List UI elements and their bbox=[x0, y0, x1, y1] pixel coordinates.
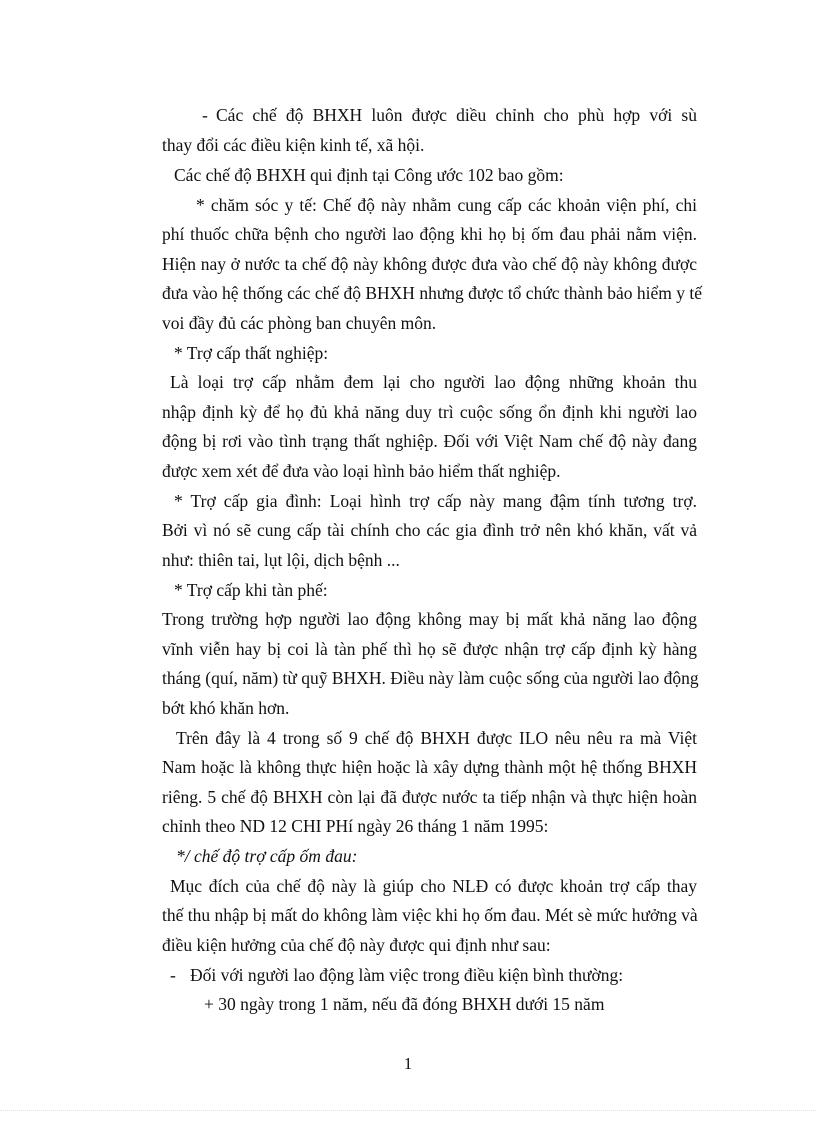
paragraph-line: tháng (quí, năm) từ quỹ BHXH. Điều này làm cuộc sống của người lao động bbox=[162, 668, 699, 688]
paragraph-line: * chăm sóc y tế: Chế độ này nhằm cung cấp các khoản viện phí, chi bbox=[196, 195, 697, 215]
bullet-dash: - bbox=[202, 105, 208, 125]
page-number: 1 bbox=[403, 1054, 413, 1073]
paragraph-line: Là loại trợ cấp nhằm đem lại cho người lao động những khoản thu bbox=[170, 372, 697, 392]
paragraph-line: voi đầy đủ các phòng ban chuyên môn. bbox=[162, 313, 437, 333]
paragraph-line: vĩnh viễn hay bị coi là tàn phế thì họ sẽ được nhận trợ cấp định kỳ hàng bbox=[162, 639, 697, 659]
paragraph-line: động bị rơi vào tình trạng thất nghiệp. Đối với Việt Nam chế độ này đang bbox=[162, 431, 697, 451]
paragraph-line: như: thiên tai, lụt lội, dịch bệnh ... bbox=[162, 550, 400, 570]
paragraph-line: nhập định kỳ để họ đủ khả năng duy trì cuộc sống ổn định khi người lao bbox=[162, 402, 697, 422]
paragraph-line: phí thuốc chữa bệnh cho người lao động khi họ bị ốm đau phải nằm viện. bbox=[162, 224, 697, 244]
paragraph-line: Hiện nay ở nước ta chế độ này không được đưa vào chế độ này không được bbox=[162, 254, 697, 274]
paragraph-line: điều kiện hưởng của chế độ này được qui định như sau: bbox=[162, 935, 551, 955]
section-heading: * Trợ cấp thất nghiệp: bbox=[174, 343, 329, 363]
paragraph-line: được xem xét để đưa vào loại hình bảo hiểm thất nghiệp. bbox=[162, 461, 561, 481]
paragraph-line: thế thu nhập bị mất do không làm việc khi họ ốm đau. Mét sè mức hưởng và bbox=[162, 905, 698, 925]
paragraph-line: + 30 ngày trong 1 năm, nếu đã đóng BHXH dưới 15 năm bbox=[204, 994, 605, 1014]
paragraph-line: * Trợ cấp gia đình: Loại hình trợ cấp này mang đậm tính tương trợ. bbox=[174, 491, 697, 511]
paragraph-line: thay đổi các điều kiện kinh tế, xã hội. bbox=[162, 135, 425, 155]
paragraph-line: Các chế độ BHXH qui định tại Công ước 102 bao gồm: bbox=[174, 165, 564, 185]
paragraph-line: đưa vào hệ thống các chế độ BHXH nhưng được tổ chức thành bảo hiểm y tế bbox=[162, 283, 702, 303]
bullet-dash: - bbox=[170, 965, 176, 985]
paragraph-line: Trong trường hợp người lao động không may bị mất khả năng lao động bbox=[162, 609, 697, 629]
paragraph-line: Mục đích của chế độ này là giúp cho NLĐ có được khoản trợ cấp thay bbox=[170, 876, 697, 896]
page-bottom-divider bbox=[0, 1110, 816, 1111]
paragraph-line: Đối với người lao động làm việc trong điều kiện bình thường: bbox=[190, 965, 624, 985]
section-heading: * Trợ cấp khi tàn phế: bbox=[174, 580, 328, 600]
paragraph-line: Các chế độ BHXH luôn được diều chỉnh cho phù hợp với sù bbox=[216, 105, 697, 125]
paragraph-line: Trên đây là 4 trong số 9 chế độ BHXH được ILO nêu nêu ra mà Việt bbox=[176, 728, 697, 748]
paragraph-line: Nam hoặc là không thực hiện hoặc là xây dựng thành một hệ thống BHXH bbox=[162, 757, 697, 777]
section-heading: */ chế độ trợ cấp ốm đau: bbox=[176, 846, 358, 866]
paragraph-line: chỉnh theo ND 12 CHI PHí ngày 26 tháng 1 năm 1995: bbox=[162, 816, 549, 836]
paragraph-line: Bởi vì nó sẽ cung cấp tài chính cho các gia đình trở nên khó khăn, vất vả bbox=[162, 520, 697, 540]
paragraph-line: riêng. 5 chế độ BHXH còn lại đã được nước ta tiếp nhận và thực hiện hoàn bbox=[162, 787, 697, 807]
paragraph-line: bớt khó khăn hơn. bbox=[162, 698, 290, 718]
